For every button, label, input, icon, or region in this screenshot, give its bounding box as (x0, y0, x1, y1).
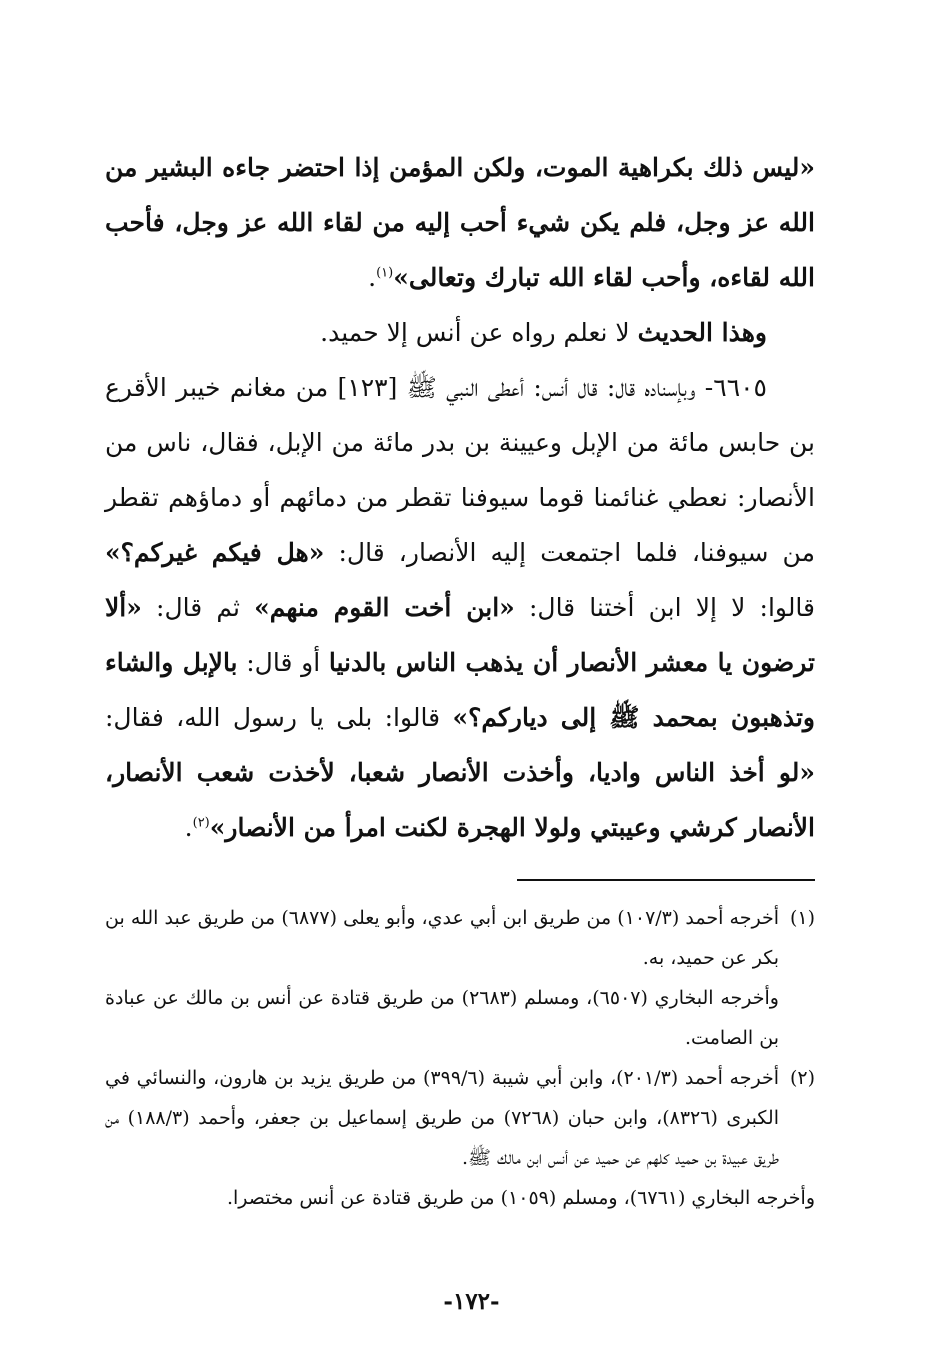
footnote-1-extra (105, 978, 815, 1058)
quote-3: «ألا ترضون يا معشر الأنصار أن يذهب الناس بالدنيا (105, 593, 815, 677)
footnote-separator (517, 879, 815, 881)
footnote-2-extra-text: وأخرجه البخاري (٦٧٦١)، ومسلم (١٠٥٩) من طريق قتادة عن أنس مختصرا. (226, 1187, 815, 1209)
hadith-ending-paragraph: «ليس ذلك بكراهية الموت، ولكن المؤمن إذا احتضر جاءه البشير من الله عز وجل، فلم يكن شيء أحب إليه من لقاء الله عز وجل، فأحب الله لقاءه، وأحب لقاء الله تبارك وتعالى»$^{(١)}$. (105, 153, 815, 292)
footnote-ref-2: (٢) (192, 815, 210, 831)
quote-1: «هل فيكم غيركم؟» (105, 538, 325, 567)
footnote-2-extra (105, 1178, 815, 1218)
footnote-1-extra-text: وأخرجه البخاري (٦٥٠٧)، ومسلم (٢٦٨٣) من طريق قتادة عن أنس بن مالك عن عبادة بن الصامت. (105, 987, 779, 1049)
footnote-2 (105, 1058, 815, 1178)
narration-3: أو قال: (237, 648, 329, 677)
narration-2: ثم قال: (141, 593, 255, 622)
footnotes (105, 898, 815, 1218)
quote-2: «ابن أخت القوم منهم» (254, 593, 515, 622)
page-number: -١٧٢- (443, 1288, 500, 1315)
footnote-1-number: (١) (789, 907, 815, 929)
footnote-2-text: أخرجه أحمد (٢٠١/٣)، وابن أبي شيبة (٣٩٩/٦) من طريق يزيد بن هارون، والنسائي في الكبرى (٨٣٢٦)، وابن حبان (٧٢٦٨) من طريق إسماعيل بن جعفر، وأحمد (١٨٨/٣) من طريق عبيدة بن حميد كلهم عن حميد عن أنس ابن مالك ﷺ. (105, 1067, 779, 1169)
main-text (105, 140, 815, 855)
hadith-6605-paragraph: ٦٦٠٥- وبإسناده قال: قال أنس: أعطى النبي ﷺ [١٢٣] من مغانم خيبر الأقرع بن حابس مائة من الإبل وعيينة بن بدر مائة من الإبل، فقال، ناس من الأنصار: نعطي غنائمنا قوما سيوفنا تقطر من دمائهم أو دماؤهم تقطر من سيوفنا، فلما اجتمعت إليه الأنصار، قال: «هل فيكم غيركم؟» قالوا: لا إلا ابن أختنا قال: «ابن أخت القوم منهم» ثم قال: «ألا ترضون يا معشر الأنصار أن يذهب الناس بالدنيا أو قال: بالإبل والشاء وتذهبون بمحمد ﷺ إلى دياركم؟» قالوا: بلى يا رسول الله، فقال: «لو أخذ الناس واديا، وأخذت الأنصار شعبا، لأخذت شعب الأنصار، الأنصار كرشي وعيبتي ولولا الهجرة لكنت امرأ من الأنصار»$^{(٢)}$. (105, 373, 816, 842)
footnote-2-number: (٢) (789, 1067, 815, 1089)
prophetic-quote: «ليس ذلك بكراهية الموت، ولكن المؤمن إذا احتضر جاءه البشير من الله عز وجل، فلم يكن شيء أحب إليه من لقاء الله عز وجل، فأحب الله لقاءه، وأحب لقاء الله تبارك وتعالى» (105, 153, 815, 292)
hadith-intro: ٦٦٠٥- وبإسناده قال: قال أنس: أعطى النبي ﷺ [١٢٣] من مغانم خيبر الأقرع بن حابس مائة من الإبل وعيينة بن بدر مائة من الإبل، فقال، ناس من الأنصار: نعطي غنائمنا قوما سيوفنا تقطر من دمائهم أو دماؤهم تقطر من سيوفنا، فلما اجتمعت إليه الأنصار، قال: (105, 373, 815, 567)
narration-4: قالوا: بلى يا رسول الله، فقال: (105, 703, 453, 732)
footnote-1 (105, 898, 815, 978)
footnote-ref-1: (١) (376, 265, 394, 281)
comment-text: لا نعلم رواه عن أنس إلا حميد. (320, 318, 638, 347)
comment-paragraph (105, 305, 815, 360)
comment-bold-phrase: وهذا الحديث (637, 318, 767, 347)
quote-5: «لو أخذ الناس واديا، وأخذت الأنصار شعبا، لأخذت شعب الأنصار، الأنصار كرشي وعيبتي ولولا الهجرة لكنت امرأ من الأنصار» (105, 758, 815, 842)
quote-4: بالإبل والشاء وتذهبون بمحمد ﷺ إلى دياركم؟» (105, 648, 815, 732)
footnote-1-text: أخرجه أحمد (١٠٧/٣) من طريق ابن أبي عدي، وأبو يعلى (٦٨٧٧) من طريق عبد الله بن بكر عن حميد، به. (105, 907, 779, 969)
narration-1: قالوا: لا إلا ابن أختنا قال: (514, 593, 816, 622)
